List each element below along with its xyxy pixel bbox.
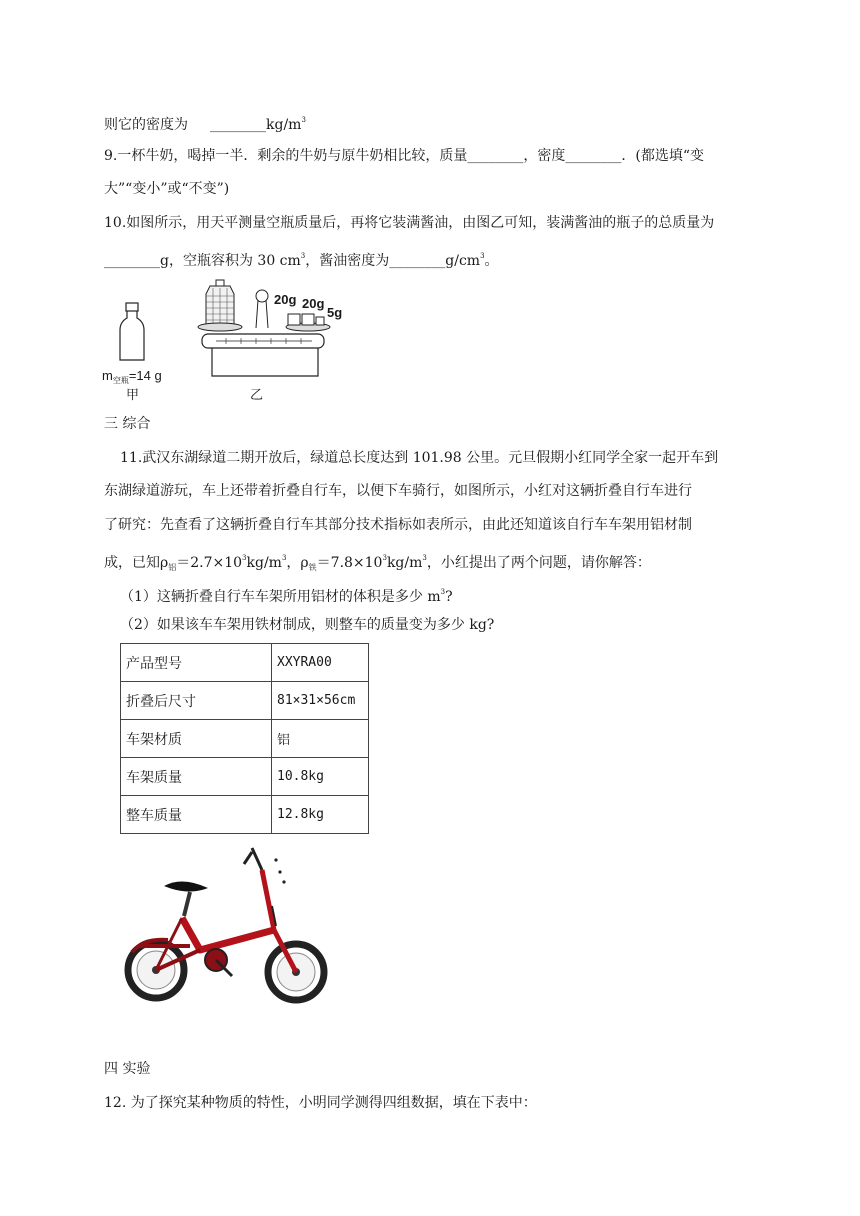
spec-key: 整车质量 — [121, 796, 272, 834]
q11-l4-sub-fe: 铁 — [308, 563, 317, 572]
q11-l4-f: kg/m — [386, 555, 423, 571]
spec-key: 车架材质 — [121, 720, 272, 758]
table-row — [121, 720, 369, 758]
q11-line-1: 11.武汉东湖绿道二期开放后，绿道总长度达到 101.98 公里。元旦假期小红同学全家一起开车到 — [120, 450, 719, 466]
q8-blank: ________ — [210, 117, 266, 133]
q10-line-2 — [104, 246, 499, 271]
q11-l4-sup3: 3 — [382, 554, 387, 562]
q10-line-1 — [104, 213, 714, 233]
q11-l4-sup1: 3 — [242, 554, 247, 562]
q11-subquestion-1 — [120, 582, 453, 607]
folding-bicycle-image — [124, 842, 330, 1008]
q9-text-c: ．(都选填“变 — [621, 148, 704, 164]
bottle-mass-m: m — [102, 368, 113, 383]
q10-blank-density: ________ — [389, 253, 446, 269]
q11-l4-e: ＝7.8×10 — [316, 555, 383, 571]
table-row — [121, 644, 369, 682]
spec-value: 81×31×56cm — [272, 682, 369, 720]
q11-subquestion-2: （2）如果该车车架用铁材制成，则整车的质量变为多少 kg? — [120, 617, 495, 633]
table-row — [121, 796, 369, 834]
q9-text-a: 9.一杯牛奶，喝掉一半．剩余的牛奶与原牛奶相比较，质量 — [104, 148, 468, 164]
q9-line-2: 大”“变小”或“不变”) — [104, 181, 230, 197]
q11-l4-g: ，小红提出了两个问题，请你解答： — [426, 555, 651, 571]
q11-line-2: 东湖绿道游玩，车上还带着折叠自行车，以便下车骑行，如图所示，小红对这辆折叠自行车进行 — [104, 483, 692, 499]
q8-unit: kg/m — [266, 117, 302, 133]
q8-text: 则它的密度为 — [104, 117, 188, 133]
q9-blank-mass: ________ — [467, 148, 524, 164]
spec-value: XXYRA00 — [272, 644, 369, 682]
figure-label-yi: 乙 — [250, 387, 264, 402]
section-4-title: 四 实验 — [104, 1061, 151, 1077]
q9-line-1 — [104, 146, 704, 166]
spec-value: 12.8kg — [272, 796, 369, 834]
q9-text-b: ，密度 — [523, 148, 566, 164]
q12-line: 12. 为了探究某种物质的特性，小明同学测得四组数据，填在下表中： — [104, 1095, 537, 1111]
q11-sub1-sup: 3 — [440, 588, 446, 596]
q10-sup-2: 3 — [480, 252, 485, 260]
q10-text-2d: 。 — [484, 253, 499, 269]
q8-tail-line — [104, 110, 306, 135]
q11-sub1-end: ? — [445, 589, 453, 605]
bicycle-spec-table — [120, 643, 369, 834]
q11-l4-b: ＝2.7×10 — [176, 555, 243, 571]
q10-blank-total-mass: ________ — [104, 253, 160, 269]
q11-sub1-text: （1）这辆折叠自行车车架所用铝材的体积是多少 m — [120, 589, 441, 605]
bottle-mass-value: =14 g — [128, 368, 162, 383]
table-row — [121, 682, 369, 720]
weight-label-3: 5g — [327, 305, 343, 320]
q11-line-4 — [104, 548, 651, 578]
q11-l4-sup2: 3 — [281, 554, 287, 562]
q11-l4-a: 成，已知ρ — [104, 555, 169, 571]
section-3-title: 三 综合 — [104, 416, 151, 432]
q10-text-2a: g，空瓶容积为 30 cm — [160, 253, 301, 269]
q10-text-2b: ，酱油密度为 — [305, 253, 390, 269]
q11-line-3: 了研究：先查看了这辆折叠自行车其部分技术指标如表所示，由此还知道该自行车车架用铝材制 — [104, 517, 692, 533]
spec-key: 产品型号 — [121, 644, 272, 682]
table-row — [121, 758, 369, 796]
q11-l4-sub-al: 铝 — [168, 563, 177, 572]
spec-value: 10.8kg — [272, 758, 369, 796]
q11-l4-c: kg/m — [246, 555, 282, 571]
weight-label-1: 20g — [274, 292, 297, 307]
spec-value: 铝 — [272, 720, 369, 758]
q10-text-1: 10.如图所示，用天平测量空瓶质量后，再将它装满酱油，由图乙可知，装满酱油的瓶子的总质量为 — [104, 215, 715, 231]
q11-l4-d: ，ρ — [286, 555, 309, 571]
spec-key: 折叠后尺寸 — [121, 682, 272, 720]
spec-key: 车架质量 — [121, 758, 272, 796]
figure-label-jia: 甲 — [126, 387, 140, 402]
q10-sup-1: 3 — [300, 252, 306, 260]
q8-unit-sup: 3 — [301, 116, 306, 124]
q9-blank-density: ________ — [565, 148, 622, 164]
bottle-mass-sub: 空瓶 — [112, 376, 129, 385]
weight-label-2: 20g — [302, 296, 325, 311]
empty-bottle-figure — [112, 300, 152, 364]
q11-l4-sup4: 3 — [422, 554, 427, 562]
q10-text-2c: g/cm — [445, 253, 481, 269]
